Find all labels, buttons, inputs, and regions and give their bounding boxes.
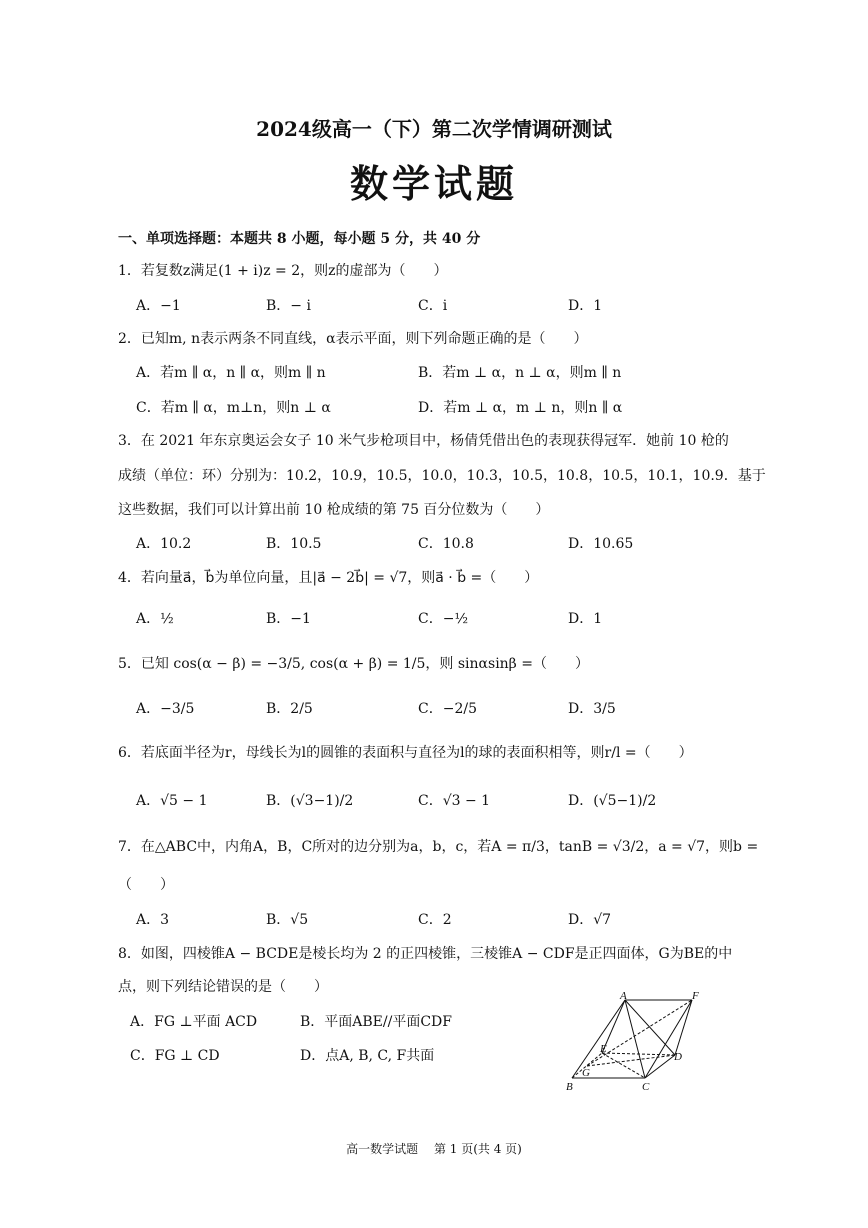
label-f: F (692, 990, 699, 1002)
q1-stem: 1．若复数z满足(1 + i)z = 2，则z的虚部为（ ） (118, 263, 448, 279)
q8-option-a: A．FG ⊥平面 ACD (130, 1014, 258, 1030)
q8-line1: 8．如图，四棱锥A − BCDE是棱长均为 2 的正四棱锥，三棱锥A − CDF是正四面体，G为BE的中 (118, 946, 733, 962)
q4-option-c: C．−½ (418, 611, 469, 627)
page-footer: 高一数学试题 第 1 页(共 4 页) (346, 1142, 522, 1156)
label-d: D (674, 1051, 682, 1063)
q2-option-b: B．若m ⊥ α，n ⊥ α，则m ∥ n (418, 365, 622, 381)
q3-option-b: B．10.5 (266, 536, 322, 552)
q8-option-d: D．点A, B, C, F共面 (300, 1048, 435, 1064)
q5-option-c: C．−2/5 (418, 701, 477, 717)
q4-option-b: B．−1 (266, 611, 311, 627)
edge-ec (602, 1053, 645, 1078)
exam-subtitle: 数学试题 (349, 161, 518, 206)
q5-option-d: D．3/5 (568, 701, 616, 717)
q6-option-b: B．(√3−1)/2 (266, 793, 354, 809)
q1-option-c: C．i (418, 298, 448, 314)
q3-line2: 成绩（单位：环）分别为：10.2，10.9，10.5，10.0，10.3，10.5，10.8，10.5，10.1，10.9．基于 (118, 468, 766, 484)
q8-pyramid-figure (560, 990, 710, 1095)
q4-option-a: A．½ (136, 611, 174, 627)
q8-line2: 点，则下列结论错误的是（ ） (118, 979, 328, 995)
q6-option-a: A．√5 − 1 (136, 793, 208, 809)
exam-title: 2024级高一（下）第二次学情调研测试 (256, 117, 612, 141)
q4-option-d: D．1 (568, 611, 603, 627)
q7-option-c: C．2 (418, 912, 452, 928)
edge-ab (572, 1000, 625, 1078)
label-g: G (582, 1067, 590, 1079)
q7-option-d: D．√7 (568, 912, 612, 928)
q7-option-a: A．3 (136, 912, 170, 928)
q1-option-a: A．−1 (136, 298, 181, 314)
label-e: E (600, 1043, 607, 1055)
section-heading: 一、单项选择题：本题共 8 小题，每小题 5 分，共 40 分 (118, 231, 481, 247)
label-a: A (620, 990, 627, 1002)
q1-option-d: D．1 (568, 298, 603, 314)
q3-option-c: C．10.8 (418, 536, 474, 552)
q7-line1: 7．在△ABC中，内角A，B，C所对的边分别为a，b，c，若A = π/3，tanB = √3/2，a = √7，则b = (118, 839, 759, 855)
q6-stem: 6．若底面半径为r，母线长为l的圆锥的表面积与直径为l的球的表面积相等，则r/l =（ ） (118, 745, 693, 761)
q2-stem: 2．已知m, n表示两条不同直线，α表示平面，则下列命题正确的是（ ） (118, 331, 588, 347)
q6-option-c: C．√3 − 1 (418, 793, 491, 809)
q8-option-b: B．平面ABE//平面CDF (300, 1014, 452, 1030)
q2-option-c: C．若m ∥ α，m⊥n，则n ⊥ α (136, 400, 331, 416)
edge-gd (587, 1055, 675, 1066)
q3-option-d: D．10.65 (568, 536, 634, 552)
q5-option-a: A．−3/5 (136, 701, 195, 717)
q4-stem: 4．若向量a⃗，b⃗为单位向量，且|a⃗ − 2b⃗| = √7，则a⃗ · b⃗ =（ ） (118, 570, 539, 586)
q1-option-b: B．− i (266, 298, 311, 314)
q3-option-a: A．10.2 (136, 536, 192, 552)
q2-option-a: A．若m ∥ α，n ∥ α，则m ∥ n (136, 365, 326, 381)
label-b: B (566, 1081, 573, 1093)
edge-fd (675, 1000, 692, 1055)
q7-line2: （ ） (118, 877, 174, 893)
q8-option-c: C．FG ⊥ CD (130, 1048, 220, 1064)
q3-line1: 3．在 2021 年东京奥运会女子 10 米气步枪项目中，杨倩凭借出色的表现获得冠军．她前 10 枪的 (118, 433, 729, 449)
q6-option-d: D．(√5−1)/2 (568, 793, 657, 809)
label-c: C (642, 1081, 650, 1093)
q3-line3: 这些数据，我们可以计算出前 10 枪成绩的第 75 百分位数为（ ） (118, 502, 550, 518)
q2-option-d: D．若m ⊥ α，m ⊥ n，则n ∥ α (418, 400, 623, 416)
q7-option-b: B．√5 (266, 912, 309, 928)
edge-fc (645, 1000, 692, 1078)
q5-option-b: B．2/5 (266, 701, 313, 717)
q5-stem: 5．已知 cos(α − β) = −3/5, cos(α + β) = 1/5，则 sinαsinβ =（ ） (118, 656, 589, 672)
